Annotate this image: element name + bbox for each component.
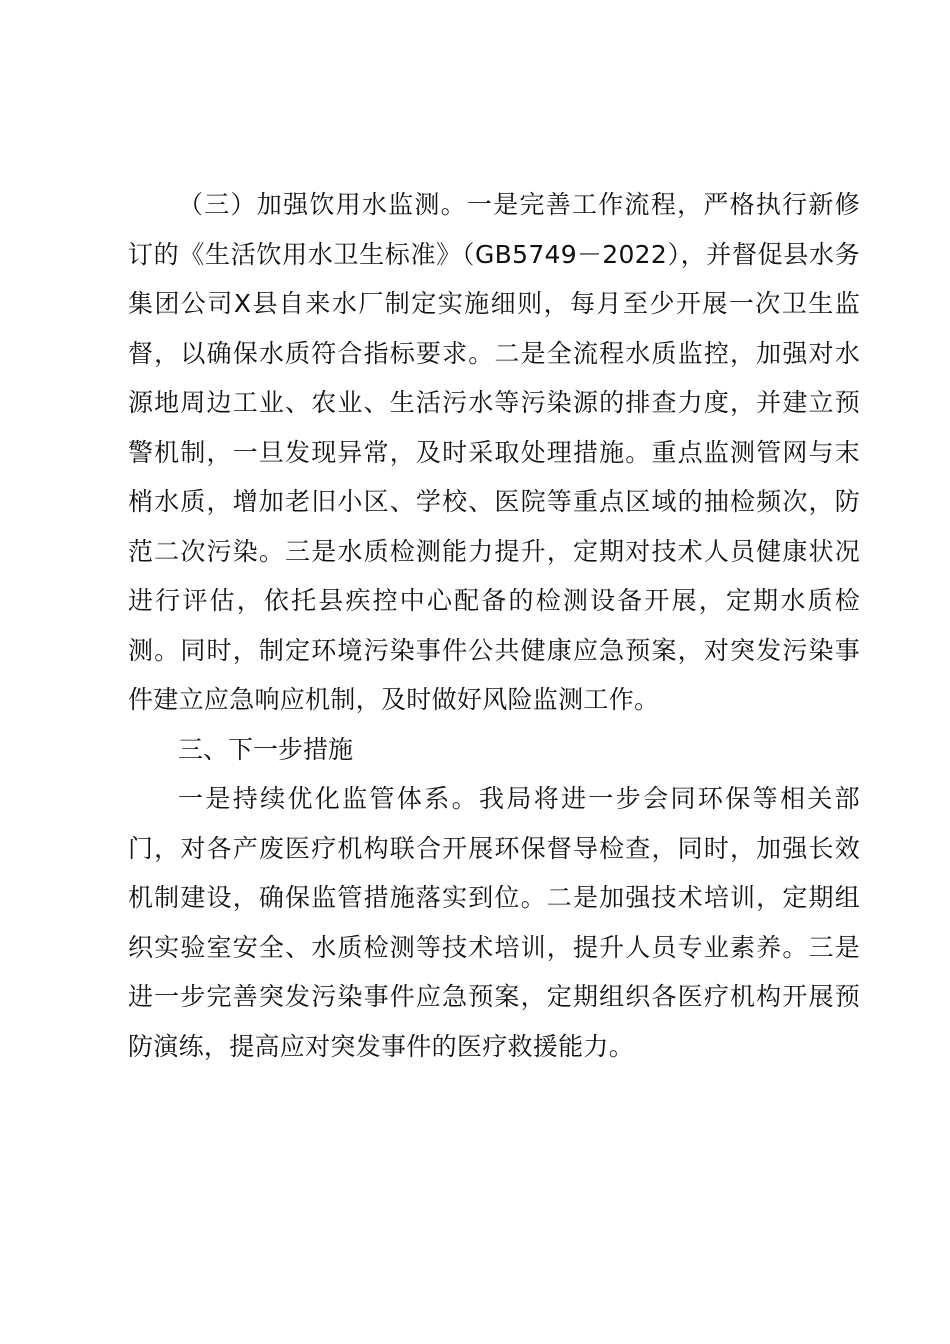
paragraph-water-monitoring: （三）加强饮用水监测。一是完善工作流程，严格执行新修订的《生活饮用水卫生标准》（GB5749－2022），并督促县水务集团公司X县自来水厂制定实施细则，每月至少开展一次卫生监督，以确保水质符合指标要求。二是全流程水质监控，加强对水源地周边工业、农业、生活污水等污染源的排查力度，并建立预警机制，一旦发现异常，及时采取处理措施。重点监测管网与末梢水质，增加老旧小区、学校、医院等重点区域的抽检频次，防范二次污染。三是水质检测能力提升，定期对技术人员健康状况进行评估，依托县疾控中心配备的检测设备开展，定期水质检测。同时，制定环境污染事件公共健康应急预案，对突发污染事件建立应急响应机制，及时做好风险监测工作。 — [128, 190, 860, 714]
document-page — [128, 180, 860, 1071]
section-heading-next-steps: 三、下一步措施 — [178, 734, 354, 764]
paragraph-next-steps: 一是持续优化监管体系。我局将进一步会同环保等相关部门，对各产废医疗机构联合开展环保督导检查，同时，加强长效机制建设，确保监管措施落实到位。二是加强技术培训，定期组织实验室安全、水质检测等技术培训，提升人员专业素养。三是进一步完善突发污染事件应急预案，定期组织各医疗机构开展预防演练，提高应对突发事件的医疗救援能力。 — [128, 784, 860, 1061]
